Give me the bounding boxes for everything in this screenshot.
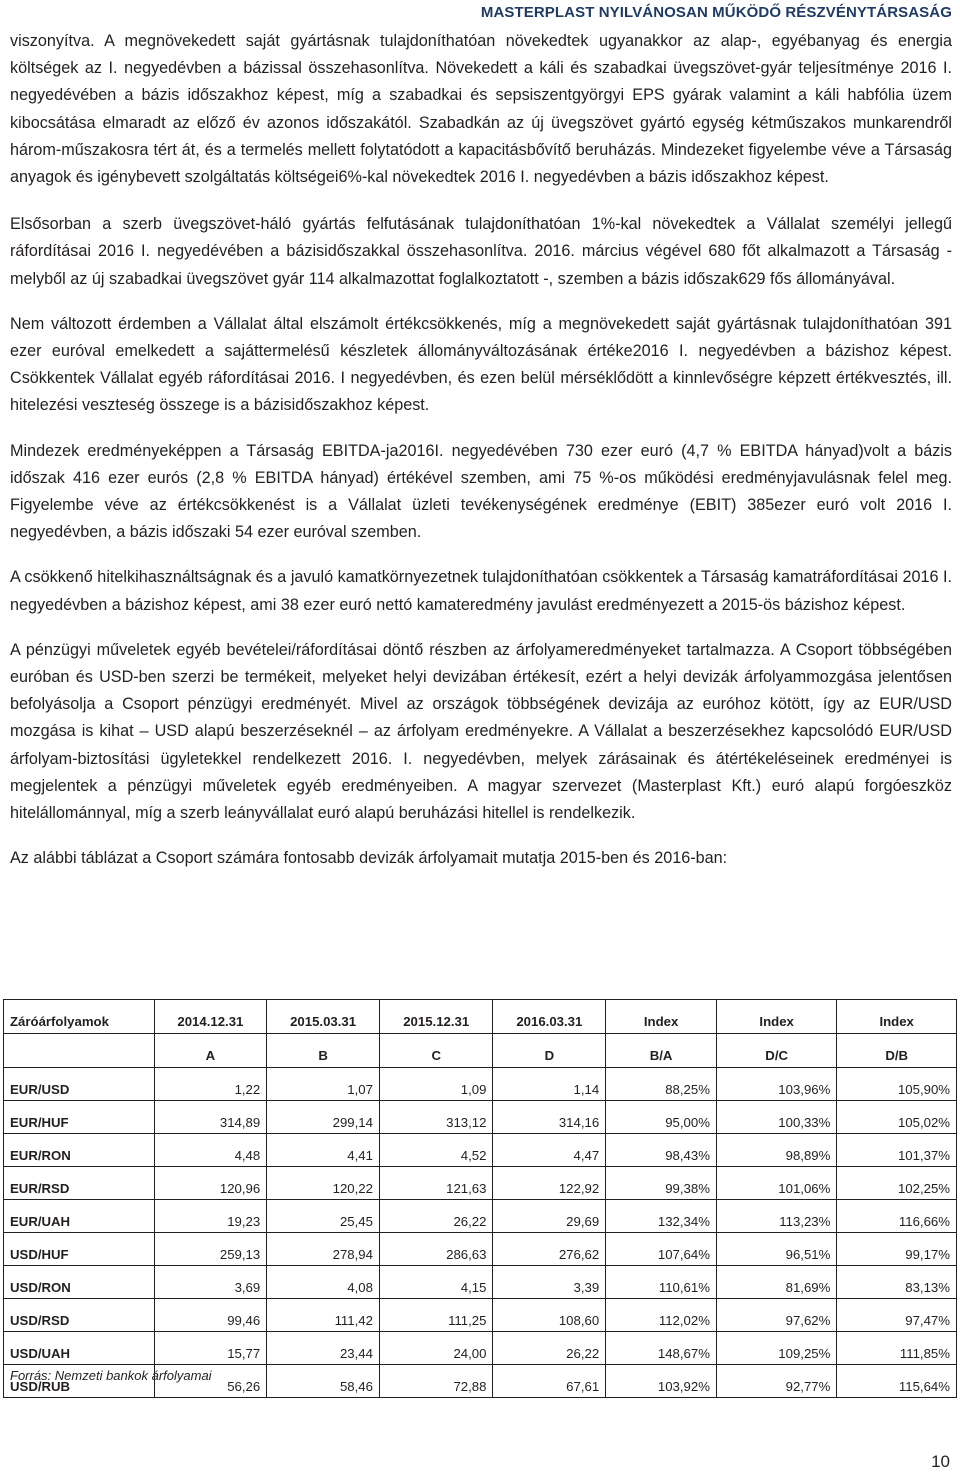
table-cell: 100,33% bbox=[716, 1101, 836, 1134]
table-cell: 23,44 bbox=[267, 1332, 380, 1365]
table-cell: 278,94 bbox=[267, 1233, 380, 1266]
table-cell: 314,16 bbox=[493, 1101, 606, 1134]
table-row bbox=[4, 1200, 957, 1233]
table-cell: 108,60 bbox=[493, 1299, 606, 1332]
table-cell: B/A bbox=[606, 1034, 717, 1068]
table-cell: 120,22 bbox=[267, 1167, 380, 1200]
table-header-row bbox=[4, 1000, 957, 1034]
table-row bbox=[4, 1167, 957, 1200]
table-cell: 4,41 bbox=[267, 1134, 380, 1167]
table-cell: B bbox=[267, 1034, 380, 1068]
table-cell: 24,00 bbox=[379, 1332, 493, 1365]
table-cell: 81,69% bbox=[716, 1266, 836, 1299]
table-cell: 3,69 bbox=[154, 1266, 267, 1299]
document-header: MASTERPLAST NYILVÁNOSAN MŰKÖDŐ RÉSZVÉNYTÁRSASÁG bbox=[480, 4, 952, 21]
table-row bbox=[4, 1101, 957, 1134]
table-intro: Az alábbi táblázat a Csoport számára fontosabb devizák árfolyamait mutatja 2015-ben és 2016-ban: bbox=[10, 849, 728, 868]
table-cell: 99,38% bbox=[606, 1167, 717, 1200]
table-cell: 111,25 bbox=[379, 1299, 493, 1332]
table-cell: 2015.03.31 bbox=[267, 1000, 380, 1034]
table-row bbox=[4, 1332, 957, 1365]
table-cell: 67,61 bbox=[493, 1365, 606, 1398]
table-cell: 101,06% bbox=[716, 1167, 836, 1200]
table-cell: 109,25% bbox=[716, 1332, 836, 1365]
table-cell: 26,22 bbox=[379, 1200, 493, 1233]
row-label-cell: USD/RON bbox=[4, 1266, 155, 1299]
table-cell: 105,90% bbox=[837, 1068, 957, 1101]
table-cell: 95,00% bbox=[606, 1101, 717, 1134]
paragraph-interest: A csökkenő hitelkihasználtságnak és a javuló kamatkörnyezetnek tulajdoníthatóan csökkentek a Társaság kamatráfordításai 2016 I. negyedévben a bázishoz képest, ami 38 ezer euró nettó kamateredmény javulást eredményezett a 2015-ös bázishoz képest. bbox=[10, 568, 952, 614]
table-cell: 96,51% bbox=[716, 1233, 836, 1266]
table-cell: 276,62 bbox=[493, 1233, 606, 1266]
table-cell: 97,62% bbox=[716, 1299, 836, 1332]
table-cell: 26,22 bbox=[493, 1332, 606, 1365]
table-cell: 110,61% bbox=[606, 1266, 717, 1299]
row-label-cell: EUR/HUF bbox=[4, 1101, 155, 1134]
row-label-cell: USD/HUF bbox=[4, 1233, 155, 1266]
document-body bbox=[10, 28, 952, 872]
table-cell: 120,96 bbox=[154, 1167, 267, 1200]
table-cell: 56,26 bbox=[154, 1365, 267, 1398]
table-cell: 1,14 bbox=[493, 1068, 606, 1101]
table-cell: 72,88 bbox=[379, 1365, 493, 1398]
table-cell: 286,63 bbox=[379, 1233, 493, 1266]
table-cell: 98,89% bbox=[716, 1134, 836, 1167]
table-cell: 4,48 bbox=[154, 1134, 267, 1167]
paragraph-depreciation: Nem változott érdemben a Vállalat által elszámolt értékcsökkenés, míg a megnövekedett saját gyártásnak tulajdoníthatóan 391 ezer euróval emelkedett a sajáttermelésű készletek állományváltozásának értéke2016 I. negyedévben a bázishoz képest. Csökkentek Vállalat egyéb ráfordításai 2016. I negyedévben, és ezen belül mérséklődött a kinnlevőségre képzett értékvesztés, ill. hitelezési veszteség összege is a bázisidőszakhoz képest. bbox=[10, 314, 952, 415]
table-cell: 3,39 bbox=[493, 1266, 606, 1299]
table-cell: 4,08 bbox=[267, 1266, 380, 1299]
table-cell: A bbox=[154, 1034, 267, 1068]
paragraph-financial: A pénzügyi műveletek egyéb bevételei/ráfordításai döntő részben az árfolyameredményeket tartalmazza. A Csoport többségében euróban és USD-ben szerzi be termékeit, melyeket helyi devizában értékesít, ezért a helyi devizák árfolyammozgása jelentősen befolyásolja a Csoport pénzügyi eredményét. Mivel az országok többségének devizája az euróhoz kötött, így az EUR/USD mozgása is kihat – USD alapú beszerzéseknél – az árfolyam eredményekre. A Vállalat a beszerzésekhez kapcsolódó EUR/USD árfolyam-biztosítási ügyletekkel rendelkezett 2016. I. negyedévben, melyek zárásainak és átértékeléseinek eredményei is megjelentek a pénzügyi műveletek egyéb eredményeiben. A magyar szervezet (Masterplast Kft.) euró alapú forgóeszköz hitelállománnyal, míg a szerb leányvállalat euró alapú beruházási hitellel is rendelkezik. bbox=[10, 640, 952, 823]
table-cell: 2014.12.31 bbox=[154, 1000, 267, 1034]
table-row bbox=[4, 1266, 957, 1299]
table-cell: 4,15 bbox=[379, 1266, 493, 1299]
row-label-cell: EUR/UAH bbox=[4, 1200, 155, 1233]
table-cell: 103,92% bbox=[606, 1365, 717, 1398]
table-cell: 113,23% bbox=[716, 1200, 836, 1233]
table-cell: 111,42 bbox=[267, 1299, 380, 1332]
table-cell: 313,12 bbox=[379, 1101, 493, 1134]
table-cell: 98,43% bbox=[606, 1134, 717, 1167]
table-source-note: Forrás: Nemzeti bankok árfolyamai bbox=[10, 1368, 212, 1383]
table-cell: 101,37% bbox=[837, 1134, 957, 1167]
table-cell: 314,89 bbox=[154, 1101, 267, 1134]
table-cell: Index bbox=[606, 1000, 717, 1034]
table-cell: D bbox=[493, 1034, 606, 1068]
table-row bbox=[4, 1068, 957, 1101]
table-cell: 4,52 bbox=[379, 1134, 493, 1167]
table-row bbox=[4, 1233, 957, 1266]
row-label-cell: USD/RUB bbox=[4, 1365, 155, 1398]
table-cell: 107,64% bbox=[606, 1233, 717, 1266]
table-cell: 116,66% bbox=[837, 1200, 957, 1233]
table-cell: 121,63 bbox=[379, 1167, 493, 1200]
table-cell: 58,46 bbox=[267, 1365, 380, 1398]
table-cell: 2016.03.31 bbox=[493, 1000, 606, 1034]
table-cell: 103,96% bbox=[716, 1068, 836, 1101]
table-cell: 19,23 bbox=[154, 1200, 267, 1233]
table-cell: 97,47% bbox=[837, 1299, 957, 1332]
table-cell: D/B bbox=[837, 1034, 957, 1068]
table-cell: 15,77 bbox=[154, 1332, 267, 1365]
row-label-cell bbox=[4, 1034, 155, 1068]
table-cell: 83,13% bbox=[837, 1266, 957, 1299]
row-label-cell: EUR/USD bbox=[4, 1068, 155, 1101]
table-cell: 148,67% bbox=[606, 1332, 717, 1365]
table-cell: D/C bbox=[716, 1034, 836, 1068]
table-row bbox=[4, 1134, 957, 1167]
table-cell: 299,14 bbox=[267, 1101, 380, 1134]
table-cell: C bbox=[379, 1034, 493, 1068]
table-cell: 115,64% bbox=[837, 1365, 957, 1398]
table-cell: 25,45 bbox=[267, 1200, 380, 1233]
table-cell: 112,02% bbox=[606, 1299, 717, 1332]
table-cell: 1,07 bbox=[267, 1068, 380, 1101]
table-cell: 122,92 bbox=[493, 1167, 606, 1200]
row-label-cell: USD/RSD bbox=[4, 1299, 155, 1332]
table-cell: 2015.12.31 bbox=[379, 1000, 493, 1034]
table-cell: 105,02% bbox=[837, 1101, 957, 1134]
table-cell: Index bbox=[716, 1000, 836, 1034]
exchange-rate-table bbox=[3, 999, 957, 1398]
table-cell: 102,25% bbox=[837, 1167, 957, 1200]
table-cell: 88,25% bbox=[606, 1068, 717, 1101]
page-number: 10 bbox=[931, 1452, 950, 1471]
paragraph-costs: viszonyítva. A megnövekedett saját gyártásnak tulajdoníthatóan növekedtek ugyanakkor az alap-, egyébanyag és energia költségek az I. negyedévben a bázissal összehasonlítva. Növekedett a káli és szabadkai üvegszövet-gyár teljesítménye 2016 I. negyedévében a bázis időszakhoz képest, míg a szabadkai és sepsiszentgyörgyi EPS gyárak valamint a káli habfólia üzem kibocsátása elmaradt az előző év azonos időszakától. Szabadkán az új üvegszövet gyártó egység kétműszakos munkarendről három-műszakosra tért át, és a termelés mellett folytatódott a kapacitásbővítő beruházás. Mindezeket figyelembe véve a Társaság anyagok és igénybevett szolgáltatás költségei6%-kal növekedtek 2016 I. negyedévben a bázis időszakhoz képest. bbox=[10, 32, 952, 187]
table-cell: 29,69 bbox=[493, 1200, 606, 1233]
table-cell: 92,77% bbox=[716, 1365, 836, 1398]
row-label-cell: EUR/RON bbox=[4, 1134, 155, 1167]
row-label-cell: EUR/RSD bbox=[4, 1167, 155, 1200]
row-label-cell: USD/UAH bbox=[4, 1332, 155, 1365]
table-cell: 111,85% bbox=[837, 1332, 957, 1365]
table-cell: 1,22 bbox=[154, 1068, 267, 1101]
table-cell: 132,34% bbox=[606, 1200, 717, 1233]
table-cell: Index bbox=[837, 1000, 957, 1034]
table-cell: 4,47 bbox=[493, 1134, 606, 1167]
table-cell: 99,17% bbox=[837, 1233, 957, 1266]
table-cell: 259,13 bbox=[154, 1233, 267, 1266]
table-cell: 1,09 bbox=[379, 1068, 493, 1101]
paragraph-ebitda: Mindezek eredményeképpen a Társaság EBITDA-ja2016I. negyedévében 730 ezer euró (4,7 % EBITDA hányad)volt a bázis időszak 416 ezer eurós (2,8 % EBITDA hányad) értékével szemben, ami 75 %-os működési eredményjavulásnak felel meg. Figyelembe véve az értékcsökkenést is a Vállalat üzleti tevékenységének eredménye (EBIT) 385ezer euró volt 2016 I. negyedévben, a bázis időszaki 54 ezer euróval szemben. bbox=[10, 441, 952, 542]
row-label-cell: Záróárfolyamok bbox=[4, 1000, 155, 1034]
table-row bbox=[4, 1299, 957, 1332]
table-cell: 99,46 bbox=[154, 1299, 267, 1332]
table-subheader-row bbox=[4, 1034, 957, 1068]
paragraph-personnel: Elsősorban a szerb üvegszövet-háló gyártás felfutásának tulajdoníthatóan 1%-kal növekedtek a Vállalat személyi jellegű ráfordításai 2016 I. negyedévében a bázisidőszakkal összehasonlítva. 2016. március végével 680 főt alkalmazott a Társaság - melyből az új szabadkai üvegszövet gyár 114 alkalmazottat foglalkoztatott -, szemben a bázis időszak629 fős állományával. bbox=[10, 215, 952, 288]
